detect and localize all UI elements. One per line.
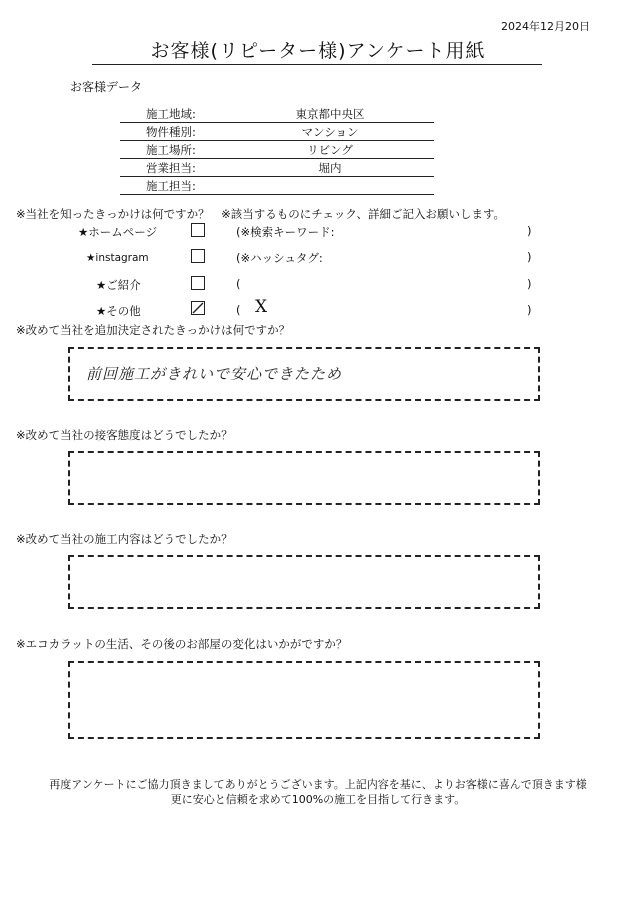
footer-line-2: 更に安心と信頼を求めて100%の施工を目指して行きます。: [170, 793, 466, 806]
question-room-change: ※エコカラットの生活、その後のお部屋の変化はいかがですか？: [16, 637, 348, 651]
handwritten-mark: X: [255, 297, 268, 317]
row-label: 物件種別:: [146, 125, 196, 139]
paren-text-other: (: [236, 303, 241, 317]
survey-date: 2024年12月20日: [501, 20, 590, 33]
row-label: 施工場所:: [146, 143, 196, 157]
close-paren: ): [527, 224, 532, 238]
page-title: お客様(リピーター様)アンケート用紙: [150, 40, 486, 62]
customer-row-property-type: [120, 122, 434, 141]
title-underline: [92, 64, 542, 65]
customer-row-installer: [120, 176, 434, 195]
option-label-homepage: ★ホームページ: [78, 225, 158, 239]
checkbox-instagram[interactable]: [191, 249, 205, 263]
paren-text-referral: (: [236, 277, 241, 291]
handwritten-answer: 前回施工がきれいで安心できたため: [86, 365, 343, 383]
row-value[interactable]: リビング: [307, 143, 353, 157]
close-paren: ): [527, 250, 532, 264]
option-label-referral: ★ご紹介: [96, 278, 141, 292]
checkmark-slash-icon: [192, 302, 204, 314]
close-paren: ): [527, 277, 532, 291]
option-label-instagram: ★instagram: [86, 252, 149, 264]
footer-line-1: 再度アンケートにご協力頂きましてありがとうございます。上記内容を基に、よりお客様に喜んで頂きます様: [49, 778, 587, 791]
customer-row-sales-rep: [120, 158, 434, 177]
row-label: 施工担当:: [146, 179, 196, 193]
question-reason-additional: ※改めて当社を追加決定されたきっかけは何ですか？: [16, 323, 291, 337]
question-service-attitude: ※改めて当社の接客態度はどうでしたか？: [16, 428, 233, 442]
row-label: 施工地域:: [146, 107, 196, 121]
question-how-found: ※当社を知ったきっかけは何ですか？ ※該当するものにチェック、詳細ご記入お願いします。: [16, 207, 506, 221]
answer-box-room[interactable]: [68, 661, 540, 739]
paren-text-keyword: (※検索キーワード:: [236, 225, 335, 239]
answer-box-service[interactable]: [68, 451, 540, 505]
checkbox-homepage[interactable]: [191, 223, 205, 237]
row-value[interactable]: 堀内: [318, 161, 342, 175]
customer-row-location: [120, 140, 434, 159]
option-label-other: ★その他: [96, 304, 141, 318]
customer-data-heading: お客様データ: [70, 80, 143, 94]
customer-row-area: [120, 104, 434, 123]
row-value[interactable]: 東京都中央区: [295, 107, 365, 121]
question-work-quality: ※改めて当社の施工内容はどうでしたか？: [16, 532, 233, 546]
close-paren: ): [527, 303, 532, 317]
row-label: 営業担当:: [146, 161, 196, 175]
answer-box-work[interactable]: [68, 555, 540, 609]
checkbox-referral[interactable]: [191, 276, 205, 290]
checkbox-other[interactable]: [191, 301, 205, 315]
row-value[interactable]: マンション: [301, 125, 359, 139]
paren-text-hashtag: (※ハッシュタグ:: [236, 251, 323, 265]
